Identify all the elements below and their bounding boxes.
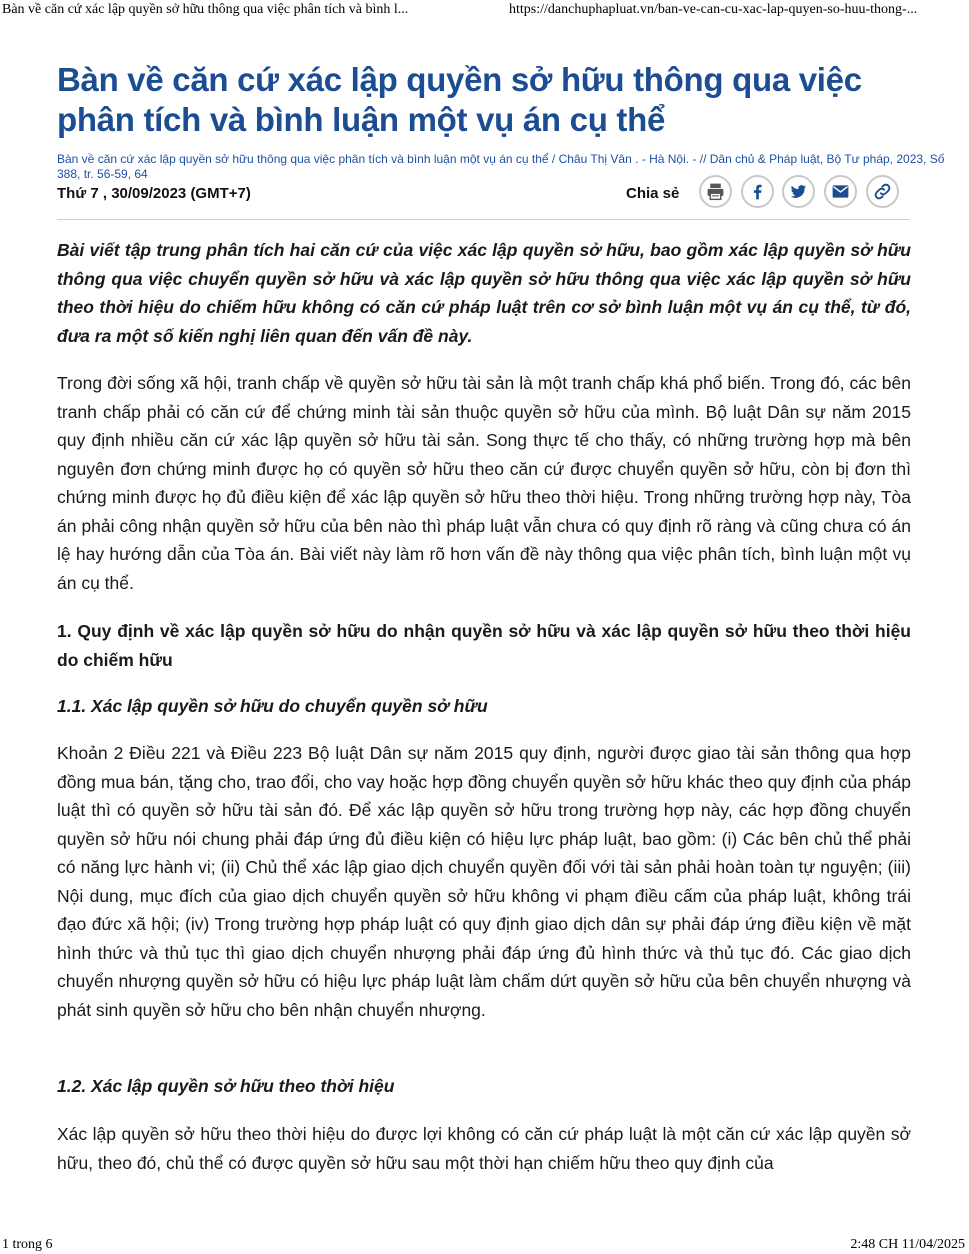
copy-link-button[interactable] [866, 175, 899, 208]
publish-date: Thứ 7 , 30/09/2023 (GMT+7) [57, 185, 251, 202]
print-footer [0, 1237, 969, 1254]
header-divider [57, 219, 910, 220]
citation-link[interactable]: Bàn về căn cứ xác lập quyền sở hữu thông qua việc phân tích và bình luận một vụ án cụ thể / Châu Thị Vân . - Hà Nội. - // Dân chủ & Pháp luật, Bộ Tư pháp, 2023, Số 388, tr. 56-59, 64 [57, 152, 945, 181]
paragraph-1-2: Xác lập quyền sở hữu theo thời hiệu do được lợi không có căn cứ pháp luật là một căn cứ xác lập quyền sở hữu, theo đó, chủ thể có được quyền sở hữu sau một thời hạn chiếm hữu theo quy định của [57, 1124, 911, 1173]
facebook-icon [747, 181, 768, 202]
share-label: Chia sẻ [626, 185, 680, 202]
print-timestamp: 2:48 CH 11/04/2025 [850, 1237, 965, 1252]
section-heading-1-1: 1.1. Xác lập quyền sở hữu do chuyển quyền sở hữu [57, 696, 488, 716]
print-icon [705, 181, 726, 202]
intro-paragraph: Trong đời sống xã hội, tranh chấp về quyền sở hữu tài sản là một tranh chấp khá phổ biến. Trong đó, các bên tranh chấp phải có căn cứ để chứng minh tài sản thuộc quyền sở hữu của mình. Bộ luật Dân sự năm 2015 quy định nhiều căn cứ xác lập quyền sở hữu tài sản. Song thực tế cho thấy, có những trường hợp mà bên nguyên đơn chứng minh được họ có quyền sở hữu theo căn cứ được chuyển quyền sở hữu, còn bị đơn thì chứng minh được họ đủ điều kiện để xác lập quyền sở hữu theo thời hiệu. Trong những trường hợp này, Tòa án phải công nhận quyền sở hữu của bên nào thì pháp luật vẫn chưa có quy định rõ ràng và cũng chưa có án lệ hay hướng dẫn của Tòa án. Bài viết này làm rõ hơn vấn đề này thông qua việc phân tích, bình luận một vụ án cụ thể. [57, 373, 911, 593]
section-heading-1: 1. Quy định về xác lập quyền sở hữu do nhận quyền sở hữu và xác lập quyền sở hữu theo thời hiệu do chiếm hữu [57, 621, 911, 670]
article-title: Bàn về căn cứ xác lập quyền sở hữu thông qua việc phân tích và bình luận một vụ án cụ thể [57, 61, 862, 138]
twitter-icon [788, 181, 809, 202]
print-header-url[interactable]: https://danchuphapluat.vn/ban-ve-can-cu-xac-lap-quyen-so-huu-thong-... [509, 2, 918, 17]
page-counter: 1 trong 6 [2, 1237, 53, 1252]
paragraph-1-1: Khoản 2 Điều 221 và Điều 223 Bộ luật Dân sự năm 2015 quy định, người được giao tài sản thông qua hợp đồng mua bán, tặng cho, trao đổi, cho vay hoặc hợp đồng chuyển quyền sở hữu khác theo quy định của pháp luật thì có quyền sở hữu tài sản đó. Để xác lập quyền sở hữu trong trường hợp này, các hợp đồng chuyển quyền sở hữu nói chung phải đáp ứng đủ điều kiện có hiệu lực pháp luật, bao gồm: (i) Các bên chủ thể phải có năng lực hành vi; (ii) Chủ thể xác lập giao dịch chuyển quyền đối với tài sản phải hoàn toàn tự nguyện; (iii) Nội dung, mục đích của giao dịch chuyển quyền sở hữu không vi phạm điều cấm của pháp luật, không trái đạo đức xã hội; (iv) Trong trường hợp pháp luật có quy định giao dịch dân sự phải đáp ứng điều kiện về mặt hình thức và thủ tục thì giao dịch chuyển nhượng phải đáp ứng đủ hình thức và thủ tục đó. Các giao dịch chuyển nhượng quyền sở hữu có hiệu lực pháp luật làm chấm dứt quyền sở hữu của bên chuyển nhượng và phát sinh quyền sở hữu cho bên nhận chuyển nhượng. [57, 743, 911, 1020]
print-header-title: Bàn về căn cứ xác lập quyền sở hữu thông qua việc phân tích và bình l... [2, 2, 409, 17]
print-button[interactable] [699, 175, 732, 208]
facebook-share-button[interactable] [741, 175, 774, 208]
email-icon [830, 181, 851, 202]
email-share-button[interactable] [824, 175, 857, 208]
section-heading-1-2: 1.2. Xác lập quyền sở hữu theo thời hiệu [57, 1076, 395, 1096]
link-icon [872, 181, 893, 202]
twitter-share-button[interactable] [782, 175, 815, 208]
article-sapo: Bài viết tập trung phân tích hai căn cứ của việc xác lập quyền sở hữu, bao gồm xác lập quyền sở hữu thông qua việc chuyển quyền sở hữu và xác lập quyền sở hữu thông qua việc xác lập quyền sở hữu theo thời hiệu do chiếm hữu không có căn cứ pháp luật trên cơ sở bình luận một vụ án cụ thể, từ đó, đưa ra một số kiến nghị liên quan đến vấn đề này. [57, 240, 911, 346]
print-header [0, 2, 969, 20]
